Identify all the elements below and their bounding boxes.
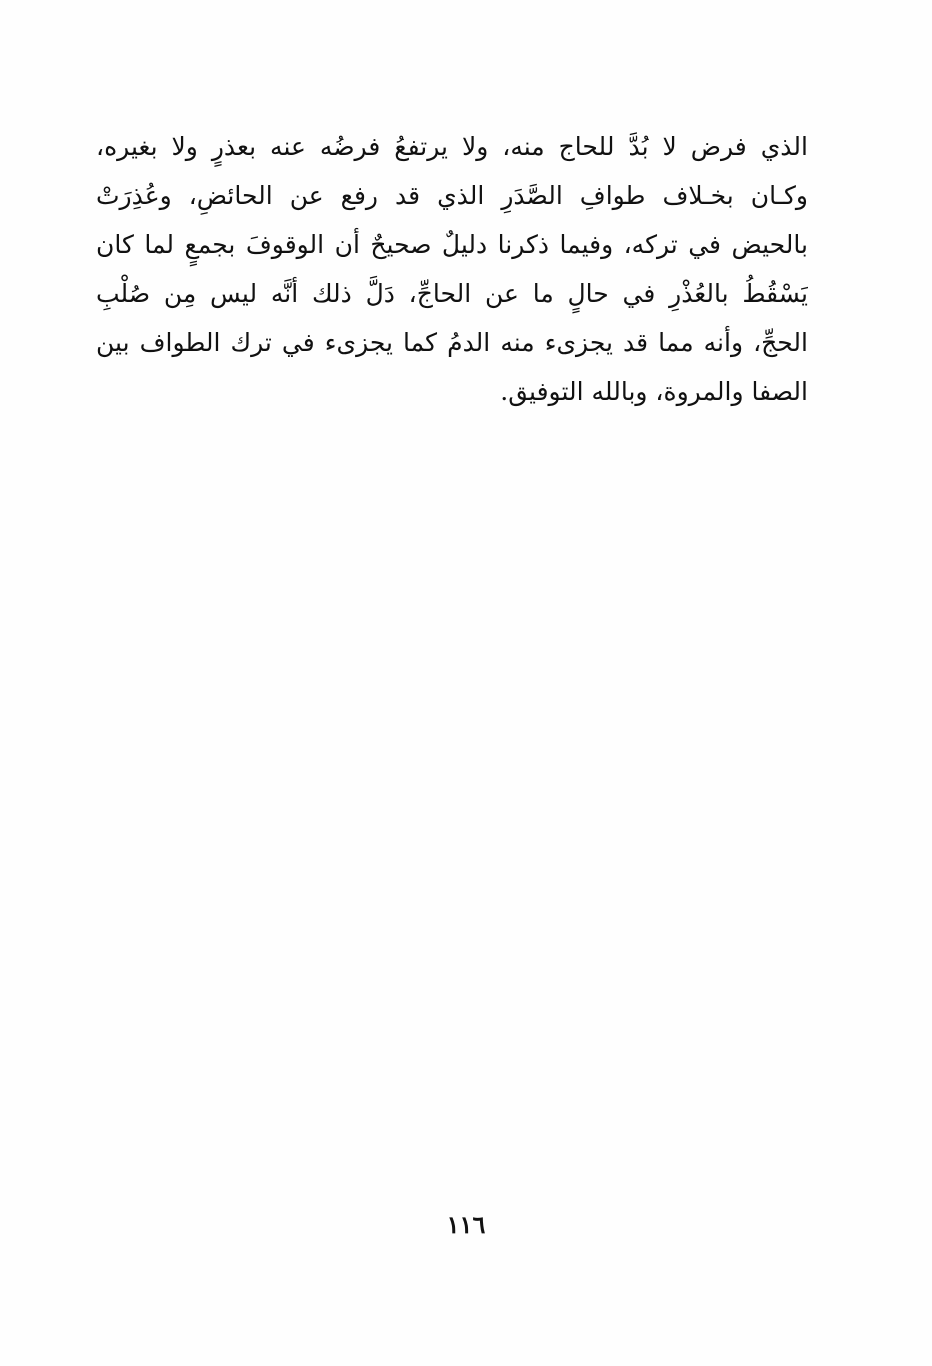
text-line: الصفا والمروة، وبالله التوفيق. <box>500 377 808 406</box>
page-number: ١١٦ <box>446 1210 486 1239</box>
text-line: بالحيض في تركه، وفيما ذكرنا دليلٌ صحيحٌ أن الوقوفَ بجمعٍ لما كان <box>96 230 808 259</box>
text-line: يَسْقُطُ بالعُذْرِ في حالٍ ما عن الحاجِّ، دَلَّ ذلك أنَّه ليس مِن صُلْبِ <box>96 279 808 308</box>
text-line: الحجِّ، وأنه مما قد يجزىء منه الدمُ كما يجزىء في ترك الطواف بين <box>96 328 808 357</box>
text-line: الذي فرض لا بُدَّ للحاج منه، ولا يرتفعُ فرضُه عنه بعذرٍ ولا بغيره، <box>96 132 808 161</box>
text-line: وكـان بخـلاف طوافِ الصَّدَرِ الذي قد رفع عن الحائضِ، وعُذِرَتْ <box>96 181 808 210</box>
main-paragraph <box>96 122 808 416</box>
